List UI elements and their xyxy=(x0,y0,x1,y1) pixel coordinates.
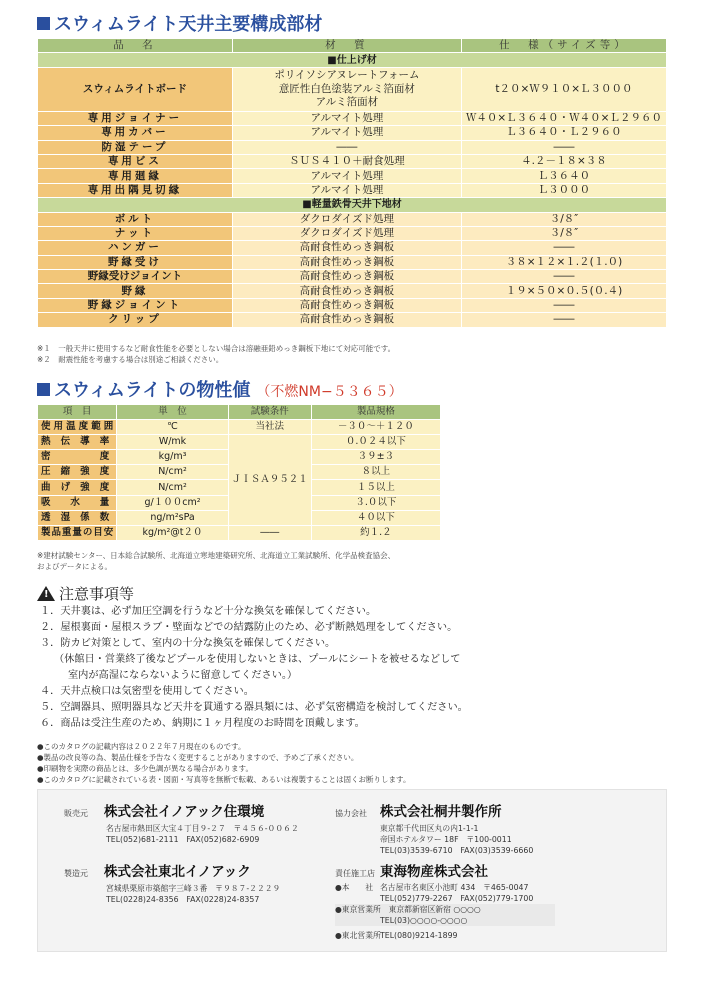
maker-block xyxy=(64,860,280,905)
table-row xyxy=(38,284,667,298)
faded-office-tel: TEL(03)○○○○-○○○○ xyxy=(335,915,555,926)
row-spec: ４.２－１８×３８ xyxy=(461,154,666,168)
row-unit: ℃ xyxy=(117,420,228,435)
note-line: およびデータによる。 xyxy=(37,562,112,571)
warning-icon: ! xyxy=(37,586,55,601)
tohoku-line xyxy=(335,930,555,941)
table-row xyxy=(38,313,667,327)
company-role: 販売元 xyxy=(64,809,88,818)
row-material: 高耐食性めっき鋼板 xyxy=(232,313,461,327)
row-item: 使用温度範囲 xyxy=(38,420,117,435)
company-role: 製造元 xyxy=(64,869,88,878)
row-value: ３.０以下 xyxy=(311,495,440,510)
faded-office-line: ●東京営業所 東京都新宿区新宿 ○○○○ xyxy=(335,904,555,915)
row-value: ３９±３ xyxy=(311,450,440,465)
row-material: アルマイト処理 xyxy=(232,169,461,183)
group-base-label: ■軽量鉄骨天井下地材 xyxy=(38,198,667,212)
row-name: 野縁受け xyxy=(38,255,233,269)
table-row xyxy=(38,420,441,435)
row-unit: kg/m³ xyxy=(117,450,228,465)
header-condition: 試験条件 xyxy=(228,405,311,420)
catalog-note: ●このカタログの記載内容は２０２２年７月現在のものです。 xyxy=(37,742,246,751)
caution-title-text: 注意事項等 xyxy=(59,585,135,603)
company-tel: TEL(03)3539-6710 FAX(03)3539-6660 xyxy=(380,846,534,855)
tohoku-tel: TEL(080)9214-1899 xyxy=(380,931,458,940)
row-material: ＳＵＳ４１０＋耐食処理 xyxy=(232,154,461,168)
row-spec: Ｌ３０００ xyxy=(461,183,666,197)
note-line: ※１ 一般天井に使用するなど耐食性能を必要としない場合は溶融亜鉛めっき鋼板下地にて対応可能です。 xyxy=(37,344,396,353)
caution-item: ２．屋根裏面・屋根スラブ・壁面などでの結露防止のため、必ず断熱処理をしてください。 xyxy=(40,622,458,633)
row-spec: ３/８″ xyxy=(461,226,666,240)
row-material: ―― xyxy=(232,140,461,154)
row-value: １５以上 xyxy=(311,480,440,495)
row-item: 曲げ強度 xyxy=(38,480,117,495)
table-row xyxy=(38,435,441,450)
company-role: 責任施工店 xyxy=(335,869,375,878)
company-address: 東京都千代田区丸の内1-1-1 xyxy=(380,824,479,833)
row-unit: ng/m²sPa xyxy=(117,510,228,525)
caution-item: （休館日・営業終了後などプールを使用しないときは、プールにシートを被せるなどして xyxy=(54,654,461,665)
caution-item: ５．空調器具、照明器具など天井を貫通する器具類には、必ず気密構造を検討してください。 xyxy=(40,702,468,713)
company-name: 株式会社桐井製作所 xyxy=(380,804,502,820)
row-name: ナット xyxy=(38,226,233,240)
section2-title-text: スウィムライトの物性値 xyxy=(54,380,251,401)
note-line: ※２ 耐震性能を考慮する場合は別途ご相談ください。 xyxy=(37,355,224,364)
row-name: 専用出隅見切縁 xyxy=(38,183,233,197)
contractor-block xyxy=(335,860,555,941)
row-name: 専用ジョイナー xyxy=(38,111,233,125)
catalog-notes xyxy=(37,741,410,785)
company-name: 株式会社東北イノアック xyxy=(104,864,251,880)
company-role: 協力会社 xyxy=(335,809,367,818)
row-item: 圧縮強度 xyxy=(38,465,117,480)
row-condition: 当社法 xyxy=(228,420,311,435)
row-value: 約１.２ xyxy=(311,525,440,540)
catalog-note: ●製品の改良等の為、製品仕様を予告なく変更することがありますので、予めご了承ください。 xyxy=(37,753,359,762)
header-item: 項 目 xyxy=(38,405,117,420)
row-name: スウィムライトボード xyxy=(38,67,233,111)
row-spec: t２０×Ｗ９１０×Ｌ３０００ xyxy=(461,67,666,111)
table-row xyxy=(38,270,667,284)
row-name: 野縁受けジョイント xyxy=(38,270,233,284)
row-spec: ―― xyxy=(461,298,666,312)
section2-subtitle: （不燃NM−５３６５） xyxy=(256,384,403,400)
hq-tel: TEL(052)779-2267 FAX(052)779-1700 xyxy=(380,894,534,903)
row-spec: ―― xyxy=(461,313,666,327)
row-value: －３０～＋１２０ xyxy=(311,420,440,435)
company-tel: TEL(0228)24-8356 FAX(0228)24-8357 xyxy=(106,895,260,904)
properties-notes xyxy=(37,550,395,572)
material-line: ポリイソシアヌレートフォーム xyxy=(274,69,420,82)
row-item: 吸水量 xyxy=(38,495,117,510)
row-spec: ―― xyxy=(461,241,666,255)
row-material: アルマイト処理 xyxy=(232,183,461,197)
caution-item: ３．防カビ対策として、室内の十分な換気を確保してください。 xyxy=(40,638,336,649)
row-name: 専用カバー xyxy=(38,126,233,140)
table-row xyxy=(38,111,667,125)
row-material: ダクロダイズド処理 xyxy=(232,212,461,226)
row-material: アルマイト処理 xyxy=(232,111,461,125)
group-row xyxy=(38,53,667,67)
row-unit: kg/m²@t２０ xyxy=(117,525,228,540)
row-name: クリップ xyxy=(38,313,233,327)
company-box xyxy=(37,789,667,952)
row-name: ハンガー xyxy=(38,241,233,255)
row-unit: N/cm² xyxy=(117,480,228,495)
header-spec: 仕 様（サイズ等） xyxy=(461,39,666,53)
row-material: ダクロダイズド処理 xyxy=(232,226,461,240)
row-item: 熱伝導率 xyxy=(38,435,117,450)
row-item: 製品重量の目安 xyxy=(38,525,117,540)
row-spec: ―― xyxy=(461,270,666,284)
components-table xyxy=(37,38,667,328)
row-spec: Ｗ４０×Ｌ３６４０・Ｗ４０×Ｌ２９６０ xyxy=(461,111,666,125)
row-spec: １９×５０×０.５(０.４) xyxy=(461,284,666,298)
row-material: 高耐食性めっき鋼板 xyxy=(232,255,461,269)
row-material: アルマイト処理 xyxy=(232,126,461,140)
seller-block xyxy=(64,800,299,845)
row-name: 野縁 xyxy=(38,284,233,298)
company-address: 帝国ホテルタワー 18F 〒100-0011 xyxy=(380,835,512,844)
row-material xyxy=(232,67,461,111)
table-row xyxy=(38,212,667,226)
row-unit: W/mk xyxy=(117,435,228,450)
caution-item: ６．商品は受注生産のため、納期に１ヶ月程度のお時間を頂戴します。 xyxy=(40,718,365,729)
table-header-row xyxy=(38,405,441,420)
row-material: 高耐食性めっき鋼板 xyxy=(232,241,461,255)
caution-item: １．天井裏は、必ず加圧空調を行うなど十分な換気を確保してください。 xyxy=(40,606,377,617)
row-item: 密度 xyxy=(38,450,117,465)
table-row xyxy=(38,183,667,197)
row-spec: ―― xyxy=(461,140,666,154)
table-row xyxy=(38,169,667,183)
partner-block xyxy=(335,800,533,856)
table-row xyxy=(38,241,667,255)
table-row xyxy=(38,140,667,154)
table-row xyxy=(38,126,667,140)
row-material: 高耐食性めっき鋼板 xyxy=(232,284,461,298)
row-name: 防湿テープ xyxy=(38,140,233,154)
header-name: 品 名 xyxy=(38,39,233,53)
caution-item: ４．天井点検口は気密型を使用してください。 xyxy=(40,686,254,697)
table-row xyxy=(38,525,441,540)
row-value: ４０以下 xyxy=(311,510,440,525)
company-tel: TEL(052)681-2111 FAX(052)682-6909 xyxy=(106,835,260,844)
row-condition-merged: ＪＩＳＡ９５２１ xyxy=(228,435,311,526)
group-row xyxy=(38,198,667,212)
catalog-note: ●このカタログに記載されている表・図面・写真等を無断で転載、あるいは複製することは固くお断りします。 xyxy=(37,775,411,784)
row-value: ０.０２４以下 xyxy=(311,435,440,450)
caution-list xyxy=(40,604,468,732)
row-name: 専用廻縁 xyxy=(38,169,233,183)
row-name: 専用ビス xyxy=(38,154,233,168)
title-square-icon xyxy=(37,17,50,30)
caution-title xyxy=(37,583,134,604)
row-condition: ―― xyxy=(228,525,311,540)
row-material: 高耐食性めっき鋼板 xyxy=(232,298,461,312)
row-spec: Ｌ３６４０・Ｌ２９６０ xyxy=(461,126,666,140)
header-value: 製品規格 xyxy=(311,405,440,420)
section1-title-text: スウィムライト天井主要構成部材 xyxy=(54,14,323,35)
catalog-note: ●印刷物を実際の商品とは、多少色調が異なる場合があります。 xyxy=(37,764,253,773)
hq-line xyxy=(335,882,555,893)
company-name: 株式会社イノアック住環境 xyxy=(104,804,265,820)
hq-label: ●本 社 xyxy=(335,883,373,892)
table-row xyxy=(38,255,667,269)
row-name: ボルト xyxy=(38,212,233,226)
company-address: 宮城県栗原市築館字三峰３番 〒９８７-２２２９ xyxy=(106,884,281,893)
table-header-row xyxy=(38,39,667,53)
caution-item: 室内が高湿にならないように留意してください。） xyxy=(68,670,298,681)
group-finish-label: ■仕上げ材 xyxy=(38,53,667,67)
row-unit: g/１００cm² xyxy=(117,495,228,510)
row-unit: N/cm² xyxy=(117,465,228,480)
row-name: 野縁ジョイント xyxy=(38,298,233,312)
table-row xyxy=(38,67,667,111)
company-address: 名古屋市熱田区大宝４丁目９-２７ 〒４５６-００６２ xyxy=(106,824,299,833)
row-spec: ３８×１２×１.２(１.０) xyxy=(461,255,666,269)
tohoku-label: ●東北営業所 xyxy=(335,931,381,940)
material-line: アルミ箔面材 xyxy=(315,96,379,109)
note-line: ※建材試験センター、日本総合試験所、北海道立寒地建築研究所、北海道立工業試験所、化学品検査協会、 xyxy=(37,551,396,560)
material-line: 意匠性白色塗装アルミ箔面材 xyxy=(278,82,415,95)
section2-title xyxy=(37,376,403,402)
header-material: 材 質 xyxy=(232,39,461,53)
row-item: 透湿係数 xyxy=(38,510,117,525)
company-name: 東海物産株式会社 xyxy=(380,864,488,880)
header-unit: 単 位 xyxy=(117,405,228,420)
table-row xyxy=(38,298,667,312)
title-square-icon xyxy=(37,383,50,396)
row-spec: Ｌ３６４０ xyxy=(461,169,666,183)
row-material: 高耐食性めっき鋼板 xyxy=(232,270,461,284)
properties-table xyxy=(37,404,441,541)
table-row xyxy=(38,154,667,168)
components-notes xyxy=(37,343,395,365)
section1-title xyxy=(37,10,322,36)
row-spec: ３/８″ xyxy=(461,212,666,226)
row-value: ８以上 xyxy=(311,465,440,480)
hq-address: 名古屋市名東区小池町 434 〒465-0047 xyxy=(380,883,529,892)
table-row xyxy=(38,226,667,240)
